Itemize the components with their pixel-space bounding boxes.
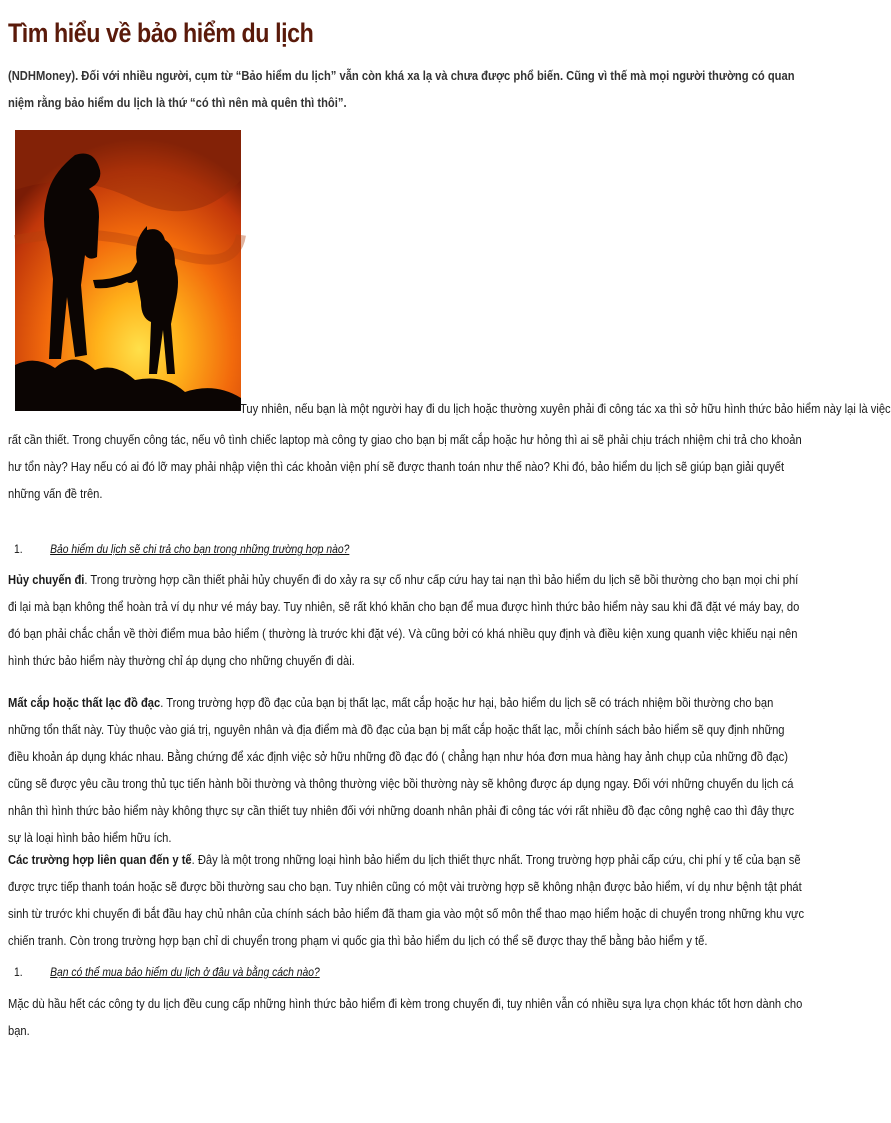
paragraph-mat-cap (8, 689, 808, 851)
paragraph-lead: Các trường hợp liên quan đến y tế (8, 852, 192, 867)
section-heading-2 (14, 963, 320, 981)
paragraph-y-te (8, 846, 808, 954)
paragraph-body: . Đây là một trong những loại hình bảo hiểm du lịch thiết thực nhất. Trong trường hợp phải cấp cứu, chi phí y tế của bạn sẽ được trực tiếp thanh toán hoặc sẽ được bồi thường sau cho bạn. Tuy nhiên cũng có một vài trường hợp sẽ không nhận được bảo hiểm, ví dụ như bệnh tật phát sinh từ trước khi chuyến đi bắt đầu hay chủ nhân của chính sách bảo hiểm đã tham gia vào một số môn thể thao mạo hiểm hoặc di chuyển trong những khu vực chiến tranh. Còn trong trường hợp bạn chỉ di chuyển trong phạm vi quốc gia thì bảo hiểm du lịch có thể sẽ được thay thế bằng bảo hiểm y tế. (8, 852, 805, 948)
paragraph-after-photo-line1: Tuy nhiên, nếu bạn là một người hay đi du lịch hoặc thường xuyên phải đi công tác xa thì sở hữu hình thức bảo hiểm này lại là việc (240, 401, 891, 416)
article-title: Tìm hiểu về bảo hiểm du lịch (8, 18, 314, 48)
paragraph-last: Mặc dù hầu hết các công ty du lịch đều cung cấp những hình thức bảo hiểm đi kèm trong chuyến đi, tuy nhiên vẫn có nhiều sựa lựa chọn khác tốt hơn dành cho bạn. (8, 996, 803, 1038)
section-number: 1. (14, 965, 23, 979)
paragraph-lead: Hủy chuyến đi (8, 572, 85, 587)
paragraph-body: . Trong trường hợp đồ đạc của bạn bị thất lạc, mất cắp hoặc hư hại, bảo hiểm du lịch sẽ có trách nhiệm bồi thường cho bạn những tổn thất này. Tùy thuộc vào giá trị, nguyên nhân và địa điểm mà đồ đạc của bạn bị mất cắp hoặc thất lạc, mỗi chính sách bảo hiểm sẽ quy định những điều khoản áp dụng khác nhau. Bằng chứng để xác định việc sở hữu những đồ đạc đó ( chẳng hạn như hóa đơn mua hàng hay ảnh chụp của những đồ đạc) cũng sẽ được yêu cầu trong thủ tục tiến hành bồi thường và thông thường việc bồi thường này sẽ không được áp dụng ngay. Đối với những chuyến du lịch cá nhân thì hình thức bảo hiểm này không thực sự cần thiết tuy nhiên đối với những doanh nhân phải đi công tác với rất nhiều đồ đạc công nghệ cao thì đây thực sự là loại hình bảo hiểm hữu ích. (8, 695, 795, 845)
paragraph-lead: Mất cắp hoặc thất lạc đồ đạc (8, 695, 161, 710)
paragraph-after-photo: rất cần thiết. Trong chuyến công tác, nếu vô tình chiếc laptop mà công ty giao cho bạn bị mất cắp hoặc hư hỏng thì ai sẽ phải chịu trách nhiệm chi trả cho khoản hư tổn này? Hay nếu có ai đó lỡ may phải nhập viện thì các khoản viện phí sẽ được thanh toán như thế nào? Khi đó, bảo hiểm du lịch sẽ giúp bạn giải quyết những vấn đề trên. (8, 432, 802, 501)
section-label: Bảo hiểm du lịch sẽ chi trả cho bạn trong những trường hợp nào? (50, 542, 350, 556)
paragraph-body: . Trong trường hợp cần thiết phải hủy chuyến đi do xảy ra sự cố như cấp cứu hay tai nạn thì bảo hiểm du lịch sẽ bồi thường cho bạn mọi chi phí đi lại mà bạn không thể hoàn trả ví dụ như vé máy bay. Tuy nhiên, sẽ rất khó khăn cho bạn để mua được hình thức bảo hiểm này sau khi đã đặt vé máy bay, do đó bạn phải chắc chắn về thời điểm mua bảo hiểm ( thường là trước khi đặt vé). Và cũng bởi có khá nhiều quy định và điều kiện xung quanh việc khiếu nại nên hình thức bảo hiểm này thường chỉ áp dụng cho những chuyến đi dài. (8, 572, 800, 668)
section-label: Bạn có thể mua bảo hiểm du lịch ở đâu và bằng cách nào? (50, 965, 320, 979)
hikers-sunset-photo (15, 130, 241, 411)
paragraph-huy-chuyen-di (8, 566, 808, 674)
intro-paragraph: (NDHMoney). Đối với nhiều người, cụm từ “Bảo hiểm du lịch” vẫn còn khá xa lạ và chưa được phổ biến. Cũng vì thế mà mọi người thường có quan niệm rằng bảo hiểm du lịch là thứ “có thì nên mà quên thì thôi”. (8, 68, 795, 110)
section-number: 1. (14, 542, 23, 556)
section-heading-1 (14, 540, 349, 558)
